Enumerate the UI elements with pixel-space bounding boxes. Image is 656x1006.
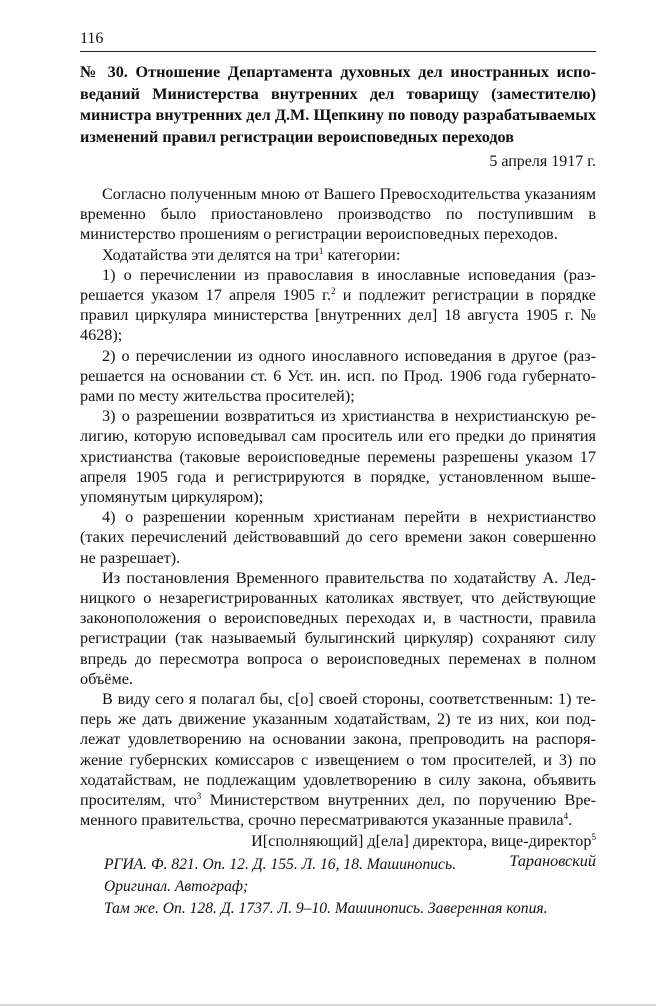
footnote-ref: 2: [331, 286, 336, 297]
paragraph-text: категории:: [323, 245, 401, 264]
paragraph-text: Министерством внутренних дел, по поручению Временного правительства, срочно пересматриваются указанные правила: [80, 791, 596, 830]
paragraph-text: Ходатайства эти делятся на три: [102, 245, 319, 264]
signature-name: Тарановский: [509, 851, 596, 870]
source-line: Оригинал. Автограф;: [104, 878, 249, 895]
paragraph-text: 1) о перечислении из православия в инославные исповедания (разрешается указом 17 апреля 1905 г.: [80, 265, 596, 305]
source-line: РГИА. Ф. 821. Оп. 12. Д. 155. Л. 16, 18. Машинопись.: [104, 856, 456, 873]
paragraph-text: В виду сего я полагал бы, с[о] своей стороны, соответственным: 1) теперь же дать движение указанным ходатайствам, 2) те из них, кои подлежат удовлетворению на основании закона, препроводить на распоряжение губернских комиссаров с извещением о том просителей, и 3) по ходатайствам, не подлежащим удовлетворению в силу закона, объявить просителям, что: [80, 690, 596, 810]
paragraph-text: .: [568, 811, 573, 830]
paragraph-text: и подлежит регистрации в порядке правил циркуляра министерства [внутренних дел] 18 августа 1905 г. № 4628);: [80, 286, 596, 345]
paragraph: [80, 689, 596, 830]
paragraph: [80, 245, 596, 265]
source-line: Там же. Оп. 128. Д. 1737. Л. 9–10. Машинопись. Заверенная копия.: [104, 900, 548, 917]
page-number: 116: [80, 30, 104, 47]
archival-sources: [104, 854, 548, 920]
paragraph: 2) о перечислении из одного инославного исповедания в другое (разрешается на основании ст. 6 Уст. ин. исп. по Прод. 1906 года губернаторами по месту жительства просителей);: [80, 346, 596, 406]
footnote-ref: 5: [591, 831, 596, 842]
paragraph: [80, 265, 596, 346]
footnote-ref: 4: [563, 811, 569, 822]
signature-title: И[сполняющий] д[ела] директора, вице-директор: [251, 831, 592, 850]
footnote-ref: 1: [318, 245, 324, 256]
paragraph: Из постановления Временного правительства по ходатайству А. Ледницкого о незарегистрированных католиках явствует, что действующие законоположения о вероисповедных переходах и, в частности, правила регистрации (так называемый булыгинский циркуляр) сохраняют силу впредь до пересмотра вопроса о вероисповедных переменах в полном объёме.: [80, 568, 596, 688]
paragraph: 3) о разрешении возвратиться из христианства в нехристианскую религию, которую исповедывал сам проситель или его предки до принятия христианства (таковые вероисповедные перемены разрешены указом 17 апреля 1905 года и регистрируются в порядке, установленном вышеупомянутым циркуляром);: [80, 407, 596, 507]
footnote-ref: 3: [196, 791, 202, 802]
document-title: № 30. Отношение Департамента духовных дел иностранных исповеданий Министерства внутренних дел товарищу (заместителю) министра внутренних дел Д.М. Щепкину по поводу разрабатываемых изменений правил регистрации вероисповедных переходов: [80, 63, 596, 146]
paragraph: 4) о разрешении коренным христианам перейти в нехристианство (таких перечислений действовавший до сего времени закон совершенно не разрешает).: [80, 508, 596, 567]
document-body: [80, 184, 596, 871]
header-rule: [80, 51, 596, 52]
paragraph: Согласно полученным мною от Вашего Превосходительства указаниям временно было приостановлено производство по поступившим в министерство прошениям о регистрации вероисповедных переходов.: [80, 185, 596, 244]
document-date: 5 апреля 1917 г.: [489, 153, 596, 170]
signature-line: [80, 831, 596, 851]
